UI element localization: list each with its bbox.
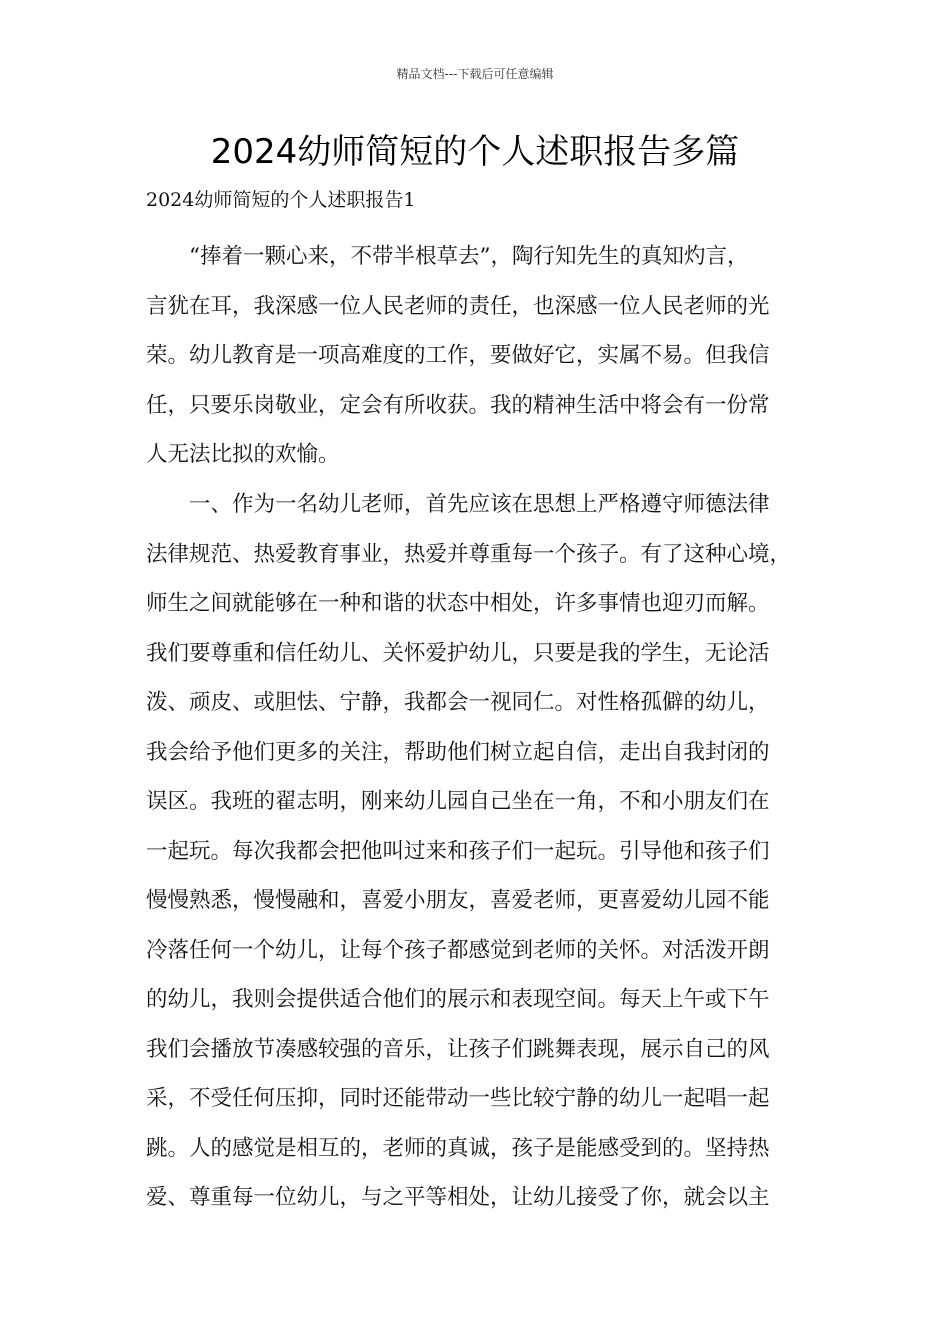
paragraph-1 <box>146 232 826 480</box>
header-note: 精品文档---下载后可任意编辑 <box>396 67 554 81</box>
paragraph-line: 误区。我班的翟志明，刚来幼儿园自己坐在一角，不和小朋友们在 <box>146 789 770 814</box>
paragraph-line: 任，只要乐岗敬业，定会有所收获。我的精神生活中将会有一份常 <box>146 392 770 418</box>
paragraph-line: 师生之间就能够在一种和谐的状态中相处，许多事情也迎刃而解。 <box>146 591 770 616</box>
paragraph-line: 我会给予他们更多的关注，帮助他们树立起自信，走出自我封闭的 <box>146 739 770 765</box>
paragraph-line: 我们要尊重和信任幼儿、关怀爱护幼儿，只要是我的学生，无论活 <box>146 640 770 666</box>
paragraph-line: 慢慢熟悉，慢慢融和，喜爱小朋友，喜爱老师，更喜爱幼儿园不能 <box>146 888 770 913</box>
paragraph-line: 法律规范、热爱教育事业，热爱并尊重每一个孩子。有了这种心境， <box>146 541 792 567</box>
paragraph-line: 一起玩。每次我都会把他叫过来和孩子们一起玩。引导他和孩子们 <box>146 838 770 864</box>
paragraph-line: 一、作为一名幼儿老师，首先应该在思想上严格遵守师德法律 <box>146 492 770 517</box>
paragraph-line: 的幼儿，我则会提供适合他们的展示和表现空间。每天上午或下午 <box>146 987 770 1012</box>
document-title: 2024幼师简短的个人述职报告多篇 <box>210 132 740 172</box>
paragraph-2 <box>146 480 826 1223</box>
paragraph-line: 荣。幼儿教育是一项高难度的工作，要做好它，实属不易。但我信 <box>146 343 770 368</box>
paragraph-line: 跳。人的感觉是相互的，老师的真诚，孩子是能感受到的。坚持热 <box>146 1135 770 1161</box>
paragraph-line: 冷落任何一个幼儿，让每个孩子都感觉到老师的关怀。对活泼开朗 <box>146 937 770 963</box>
paragraph-line: 言犹在耳，我深感一位人民老师的责任，也深感一位人民老师的光 <box>146 293 770 319</box>
paragraph-line: 泼、顽皮、或胆怯、宁静，我都会一视同仁。对性格孤僻的幼儿， <box>146 690 770 715</box>
paragraph-line: 我们会播放节凑感较强的音乐，让孩子们跳舞表现，展示自己的风 <box>146 1036 770 1062</box>
paragraph-line: 爱、尊重每一位幼儿，与之平等相处，让幼儿接受了你，就会以主 <box>146 1185 770 1210</box>
section-heading: 2024幼师简短的个人述职报告1 <box>146 189 416 211</box>
paragraph-line: 采，不受任何压抑，同时还能带动一些比较宁静的幼儿一起唱一起 <box>146 1086 770 1111</box>
paragraph-line: “捧着一颗心来，不带半根草去”，陶行知先生的真知灼言， <box>146 244 749 269</box>
paragraph-line: 人无法比拟的欢愉。 <box>146 442 340 467</box>
